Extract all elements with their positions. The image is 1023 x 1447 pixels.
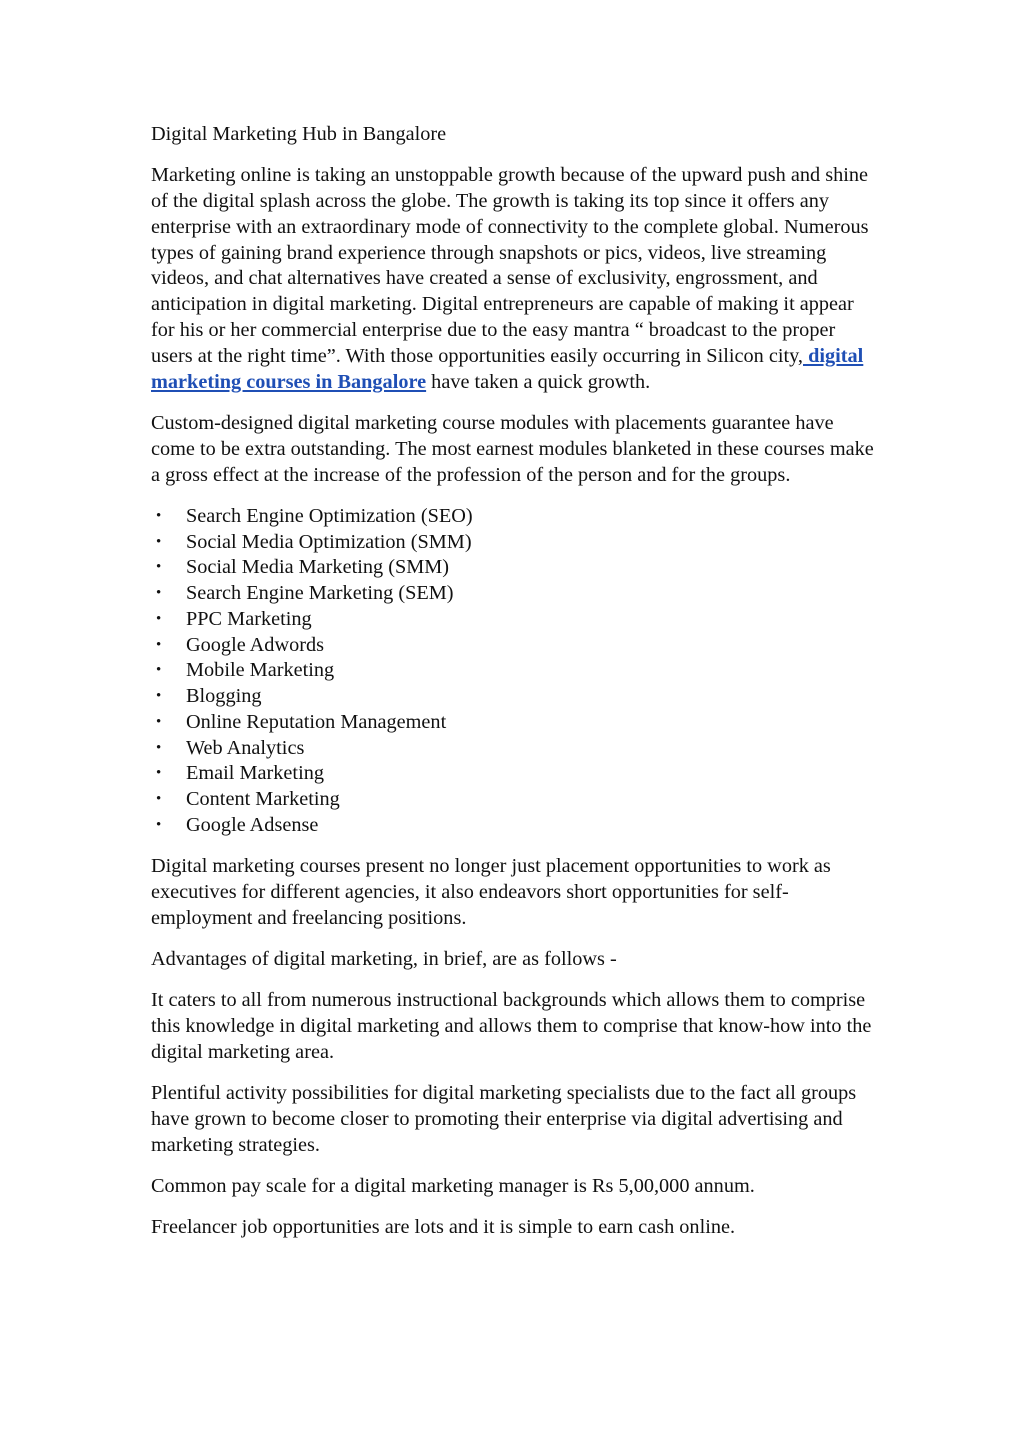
bullet-icon: •: [156, 533, 162, 550]
document-title: Digital Marketing Hub in Bangalore: [151, 123, 447, 145]
list-item: [151, 504, 881, 530]
list-item: [151, 684, 881, 710]
bullet-icon: •: [156, 816, 162, 833]
bullet-icon: •: [156, 662, 162, 679]
list-item-label: Search Engine Marketing (SEM): [186, 582, 454, 605]
list-item-label: Mobile Marketing: [186, 659, 335, 682]
list-item-label: Social Media Marketing (SMM): [186, 556, 450, 579]
list-item-label: Blogging: [186, 685, 262, 708]
list-item: [151, 710, 881, 736]
list-item: [151, 555, 881, 581]
bullet-icon: •: [156, 765, 162, 782]
bullet-icon: •: [156, 507, 162, 524]
list-item-label: Google Adsense: [186, 813, 319, 836]
document-page: [151, 122, 881, 1257]
bullet-icon: •: [156, 713, 162, 730]
list-item: [151, 530, 881, 556]
bullet-icon: •: [156, 636, 162, 653]
plentiful-paragraph: Plentiful activity possibilities for digital marketing specialists due to the fact all groups have grown to become closer to promoting their enterprise via digital advertising and marketing strategies.: [151, 1082, 857, 1156]
intro-paragraph: [151, 163, 881, 395]
list-item: [151, 581, 881, 607]
digital-marketing-courses-link[interactable]: digital marketing courses in Bangalore: [151, 344, 864, 393]
bullet-icon: •: [156, 610, 162, 627]
list-item: [151, 736, 881, 762]
list-item-label: Search Engine Optimization (SEO): [186, 504, 473, 527]
courses-opportunities-paragraph: Digital marketing courses present no longer just placement opportunities to work as executives for different agencies, it also endeavors short opportunities for self-employment and freelancing positions.: [151, 855, 831, 929]
caters-paragraph: It caters to all from numerous instructional backgrounds which allows them to comprise this knowledge in digital marketing and allows them to comprise that know-how into the digital marketing area.: [151, 989, 872, 1063]
bullet-icon: •: [156, 688, 162, 705]
bullet-icon: •: [156, 559, 162, 576]
list-item-label: Online Reputation Management: [186, 710, 447, 733]
advantages-heading-paragraph: Advantages of digital marketing, in brief, are as follows -: [151, 948, 617, 970]
bullet-icon: •: [156, 585, 162, 602]
bullet-icon: •: [156, 791, 162, 808]
list-item-label: Web Analytics: [186, 736, 305, 759]
list-item-label: Social Media Optimization (SMM): [186, 530, 472, 553]
list-item: [151, 633, 881, 659]
list-item: [151, 787, 881, 813]
list-item-label: Email Marketing: [186, 762, 324, 785]
intro-text: Marketing online is taking an unstoppable growth because of the upward push and shine of the digital splash across the globe. The growth is taking its top since it offers any enterprise with an extraordinary mode of connectivity to the complete global. Numerous types of gaining brand experience through snapshots or pics, videos, live streaming videos, and chat alternatives have created a sense of exclusivity, engrossment, and anticipation in digital marketing. Digital entrepreneurs are capable of making it appear for his or her commercial enterprise due to the easy mantra “ broadcast to the proper users at the right time”. With those opportunities easily occurring in Silicon city,: [151, 164, 869, 367]
list-item: [151, 761, 881, 787]
list-item-label: Content Marketing: [186, 788, 340, 811]
list-item-label: Google Adwords: [186, 633, 325, 656]
intro-text-end: have taken a quick growth.: [426, 370, 651, 393]
bullet-icon: •: [156, 739, 162, 756]
list-item: [151, 813, 881, 839]
pay-scale-paragraph: Common pay scale for a digital marketing manager is Rs 5,00,000 annum.: [151, 1175, 755, 1198]
list-item-label: PPC Marketing: [186, 607, 312, 630]
course-topics-list: [151, 504, 881, 839]
list-item: [151, 607, 881, 633]
freelancer-paragraph: Freelancer job opportunities are lots and it is simple to earn cash online.: [151, 1216, 736, 1239]
list-item: [151, 658, 881, 684]
custom-modules-paragraph: Custom-designed digital marketing course modules with placements guarantee have come to be extra outstanding. The most earnest modules blanketed in these courses make a gross effect at the increase of the profession of the person and for the groups.: [151, 411, 874, 486]
